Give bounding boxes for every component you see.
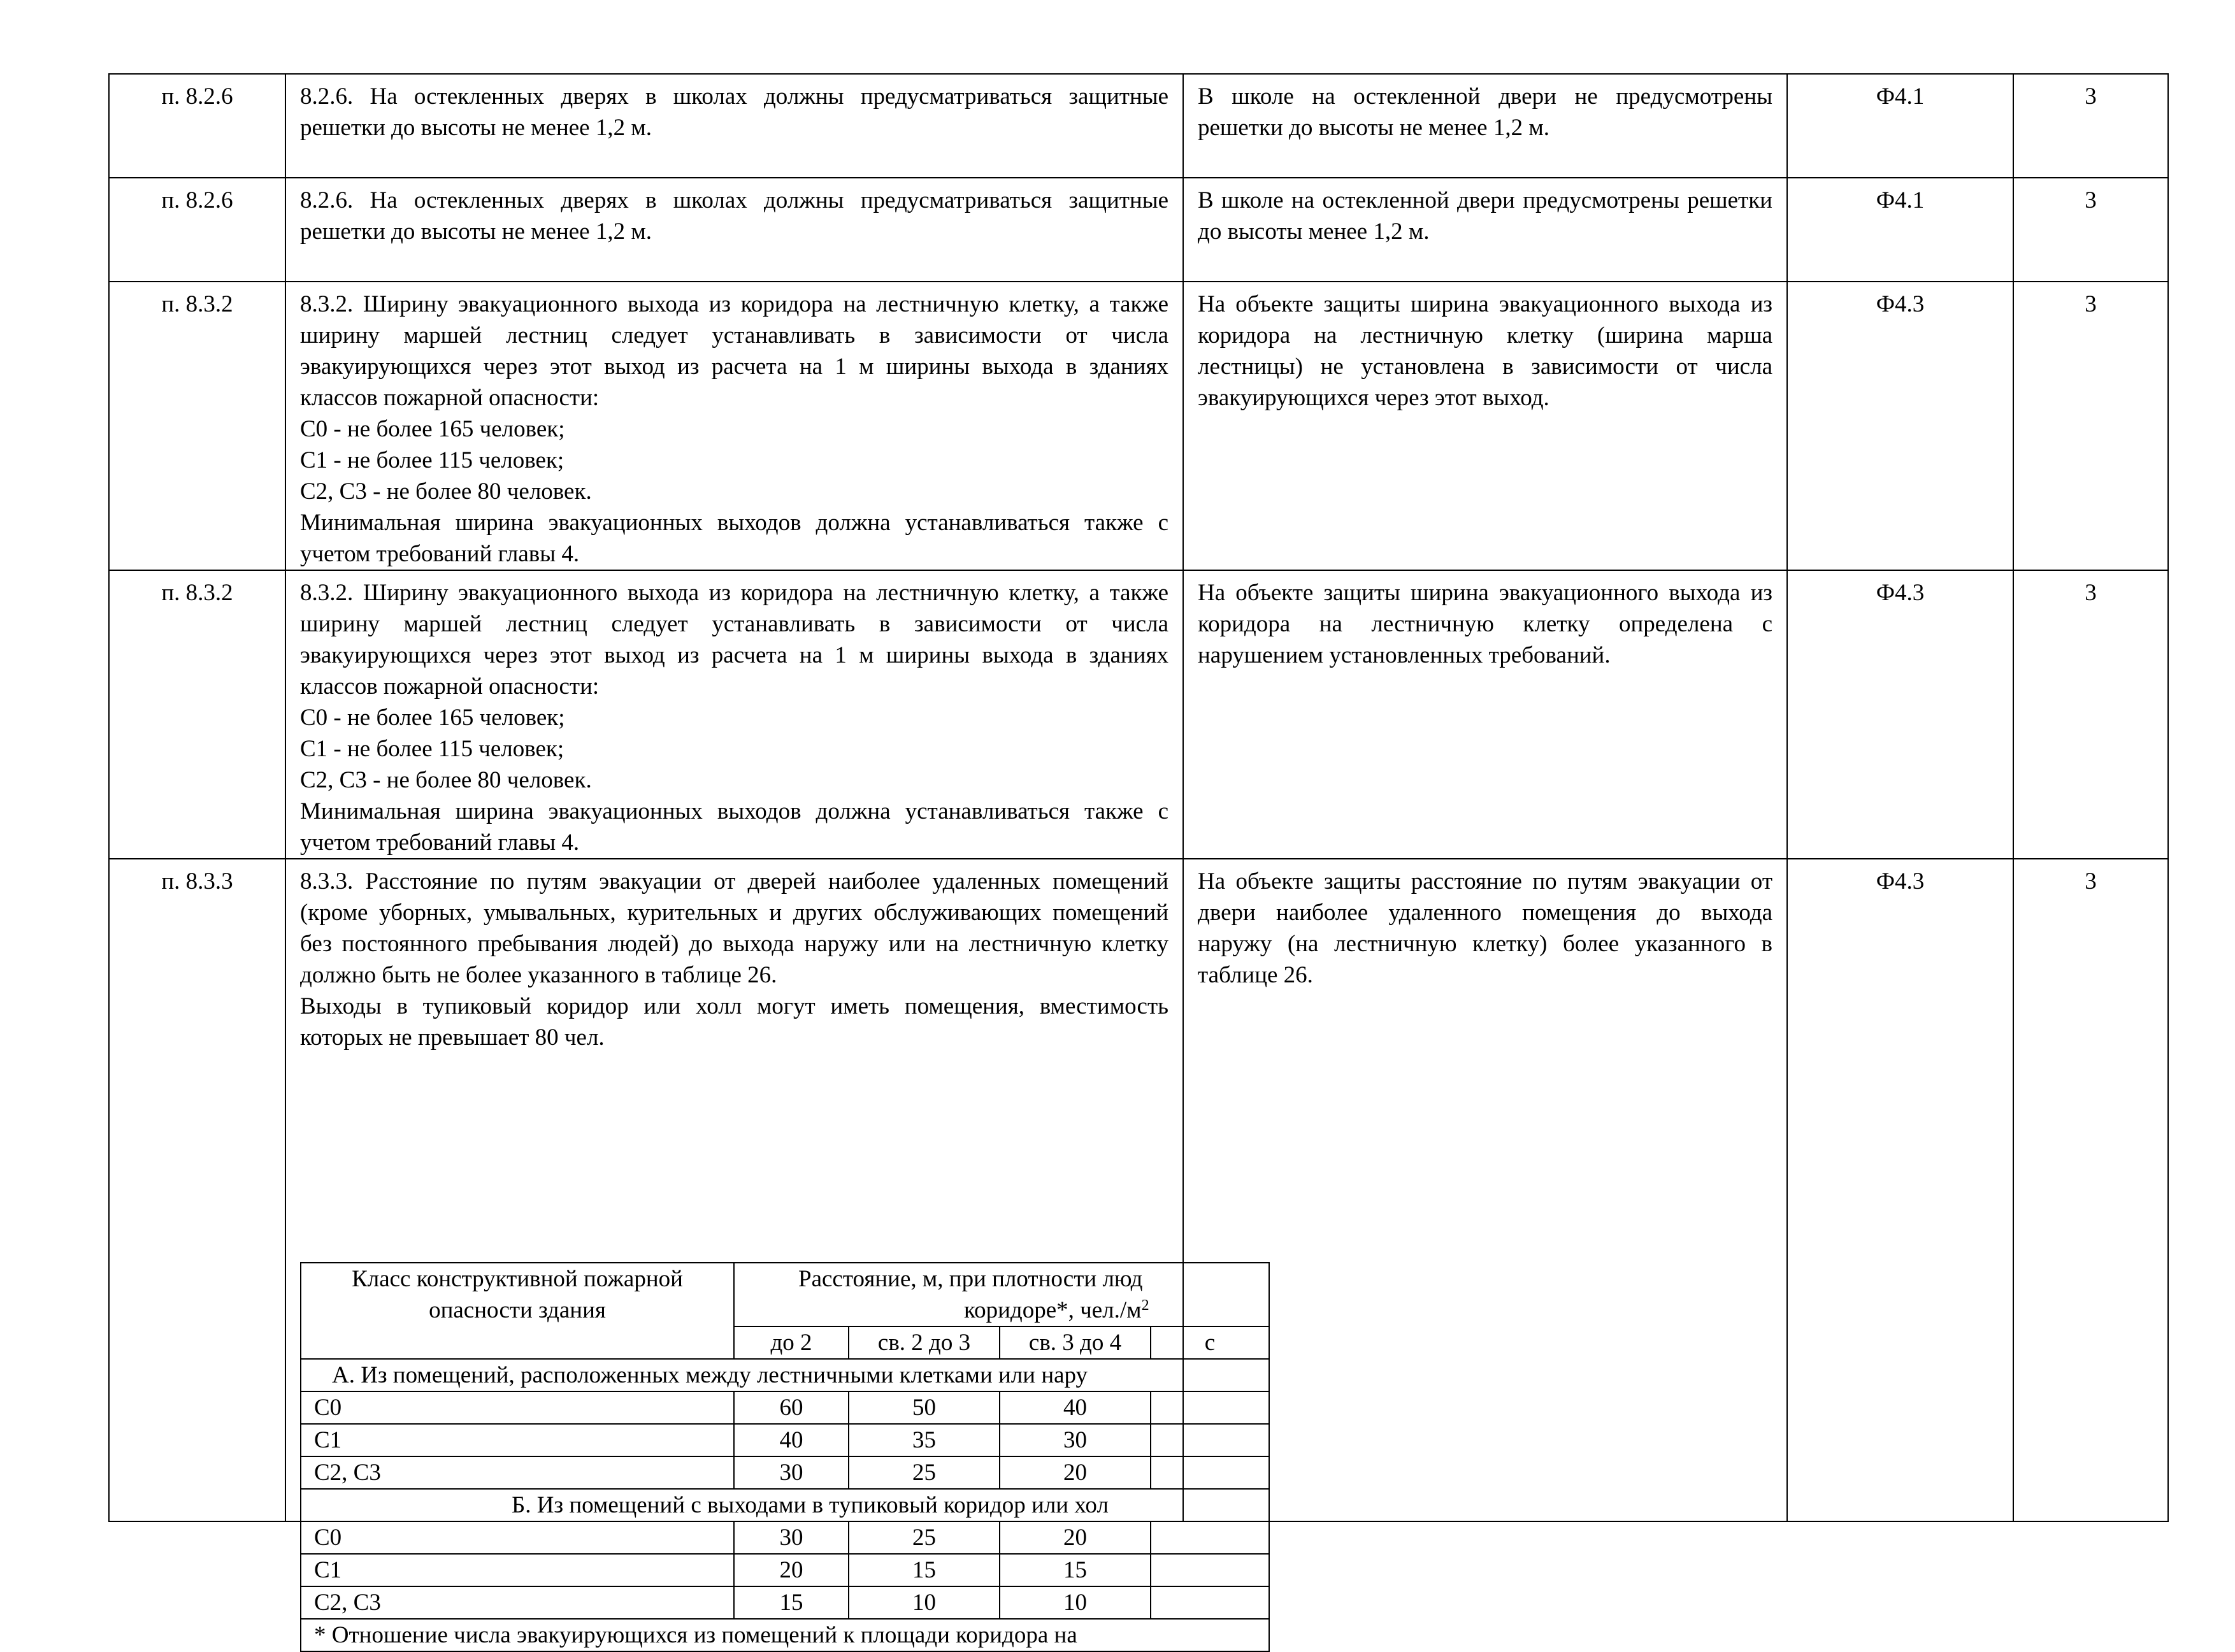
value-cell: 35: [849, 1424, 1000, 1456]
value-cell: 15: [734, 1586, 849, 1619]
requirement-text: 8.3.2. Ширину эвакуационного выхода из коридора на лестничную клетку, а также ширину маршей лестниц следует устанавливать в зависимости от числа эвакуирующихся через этот выход из расчета на 1 м ширины выхода в зданиях классов пожарной опасности:: [300, 291, 1168, 411]
value-cell: 25: [849, 1521, 1000, 1554]
table-row: [109, 282, 2168, 570]
number-cell: 3: [2013, 74, 2168, 178]
requirement-cell: [285, 859, 1216, 1648]
footnote: * Отношение числа эвакуирующихся из помещений к площади коридора на: [301, 1619, 1269, 1651]
column-header: [734, 1263, 1269, 1326]
requirement-cell: [285, 282, 1183, 570]
value-cell: 40: [1000, 1391, 1151, 1424]
value-cell: 30: [734, 1456, 849, 1489]
table-row: [301, 1521, 1269, 1554]
table-row: [301, 1554, 1269, 1586]
value-cell: [1151, 1521, 1269, 1554]
table-row: [109, 859, 2168, 1521]
column-header: Класс конструктивной пожарной опасности здания: [301, 1263, 734, 1359]
class-cell: Ф4.1: [1787, 74, 2013, 178]
number-cell: 3: [2013, 859, 2168, 1521]
value-cell: 50: [849, 1391, 1000, 1424]
value-cell: 20: [1000, 1521, 1151, 1554]
clause-ref-cell: п. 8.2.6: [109, 74, 285, 178]
value-cell: 30: [1000, 1424, 1151, 1456]
requirement-text: 8.3.3. Расстояние по путям эвакуации от дверей наиболее удаленных помещений (кроме уборных, умывальных, курительных и других обслуживающих помещений без постоянного пребывания людей) до выхода наружу или на лестничную клетку должно быть не более указанного в таблице 26.: [300, 868, 1168, 988]
table-row: [109, 74, 2168, 178]
table-row: [301, 1424, 1269, 1456]
table-row: [301, 1619, 1269, 1651]
clause-ref-cell: п. 8.3.2: [109, 282, 285, 570]
class-cell: С0: [301, 1521, 734, 1554]
header-unit: коридоре*, чел./м: [964, 1297, 1142, 1323]
requirement-text: 8.3.2. Ширину эвакуационного выхода из коридора на лестничную клетку, а также ширину маршей лестниц следует устанавливать в зависимости от числа эвакуирующихся через этот выход из расчета на 1 м ширины выхода в зданиях классов пожарной опасности:: [300, 580, 1168, 700]
value-cell: [1151, 1424, 1269, 1456]
header-line: [798, 1295, 1256, 1326]
table-row: [301, 1456, 1269, 1489]
table-row: [109, 178, 2168, 282]
violation-cell: На объекте защиты ширина эвакуационного выхода из коридора на лестничную клетку (ширина марша лестницы) не установлена в зависимости от числа эвакуирующихся через этот выход.: [1183, 282, 1787, 570]
value-cell: 10: [849, 1586, 1000, 1619]
class-cell: Ф4.3: [1787, 282, 2013, 570]
value-cell: 20: [1000, 1456, 1151, 1489]
distance-table: [300, 1262, 1270, 1652]
value-cell: 15: [849, 1554, 1000, 1586]
header-line: Расстояние, м, при плотности люд: [798, 1266, 1143, 1292]
requirement-note: Выходы в тупиковый коридор или холл могут иметь помещения, вместимость которых не превышает 80 чел.: [300, 993, 1168, 1051]
list-item: С1 - не более 115 человек;: [300, 736, 564, 762]
violation-cell: На объекте защиты ширина эвакуационного выхода из коридора на лестничную клетку определена с нарушением установленных требований.: [1183, 570, 1787, 859]
violation-cell: В школе на остекленной двери не предусмотрены решетки до высоты не менее 1,2 м.: [1183, 74, 1787, 178]
class-cell: С0: [301, 1391, 734, 1424]
violations-table: [108, 73, 2169, 1648]
clause-ref-cell: п. 8.3.3: [109, 859, 285, 1521]
violation-cell: В школе на остекленной двери предусмотрены решетки до высоты менее 1,2 м.: [1183, 178, 1787, 282]
class-cell: Ф4.1: [1787, 178, 2013, 282]
number-cell: 3: [2013, 178, 2168, 282]
requirement-cell: 8.2.6. На остекленных дверях в школах должны предусматриваться защитные решетки до высоты не менее 1,2 м.: [285, 74, 1183, 178]
class-cell: С2, С3: [301, 1586, 734, 1619]
table-row: [109, 570, 2168, 859]
subheader-cell: с: [1151, 1326, 1269, 1359]
distance-table-wrapper: [300, 1262, 1216, 1652]
clause-ref-cell: п. 8.2.6: [109, 178, 285, 282]
value-cell: [1151, 1554, 1269, 1586]
list-item: С2, С3 - не более 80 человек.: [300, 478, 592, 505]
value-cell: 15: [1000, 1554, 1151, 1586]
table-row: [301, 1359, 1269, 1391]
table-row: [301, 1489, 1269, 1521]
requirement-cell: [285, 570, 1183, 859]
value-cell: 20: [734, 1554, 849, 1586]
class-cell: С1: [301, 1424, 734, 1456]
subheader-cell: св. 2 до 3: [849, 1326, 1000, 1359]
subheader-cell: св. 3 до 4: [1000, 1326, 1151, 1359]
class-cell: С2, С3: [301, 1456, 734, 1489]
table-row: [301, 1586, 1269, 1619]
value-cell: 60: [734, 1391, 849, 1424]
class-cell: Ф4.3: [1787, 570, 2013, 859]
list-item: С0 - не более 165 человек;: [300, 416, 565, 442]
number-cell: 3: [2013, 282, 2168, 570]
value-cell: 10: [1000, 1586, 1151, 1619]
requirement-note: Минимальная ширина эвакуационных выходов должна устанавливаться также с учетом требований главы 4.: [300, 510, 1168, 567]
table-row: [301, 1263, 1269, 1326]
superscript: 2: [1141, 1297, 1149, 1314]
number-cell: 3: [2013, 570, 2168, 859]
value-cell: [1151, 1391, 1269, 1424]
table-row: [301, 1391, 1269, 1424]
section-heading: А. Из помещений, расположенных между лестничными клетками или нару: [301, 1359, 1269, 1391]
value-cell: 25: [849, 1456, 1000, 1489]
value-cell: [1151, 1456, 1269, 1489]
value-cell: 30: [734, 1521, 849, 1554]
requirement-note: Минимальная ширина эвакуационных выходов должна устанавливаться также с учетом требований главы 4.: [300, 798, 1168, 856]
class-cell: Ф4.3: [1787, 859, 2013, 1521]
value-cell: [1151, 1586, 1269, 1619]
class-cell: С1: [301, 1554, 734, 1586]
section-heading: Б. Из помещений с выходами в тупиковый коридор или хол: [301, 1489, 1269, 1521]
list-item: С2, С3 - не более 80 человек.: [300, 767, 592, 793]
requirement-cell: 8.2.6. На остекленных дверях в школах должны предусматриваться защитные решетки до высоты не менее 1,2 м.: [285, 178, 1183, 282]
clause-ref-cell: п. 8.3.2: [109, 570, 285, 859]
list-item: С0 - не более 165 человек;: [300, 705, 565, 731]
value-cell: 40: [734, 1424, 849, 1456]
violation-cell: На объекте защиты расстояние по путям эвакуации от двери наиболее удаленного помещения до выхода наружу (на лестничную клетку) более указанного в таблице 26.: [1183, 859, 1787, 1521]
subheader-cell: до 2: [734, 1326, 849, 1359]
list-item: С1 - не более 115 человек;: [300, 447, 564, 473]
